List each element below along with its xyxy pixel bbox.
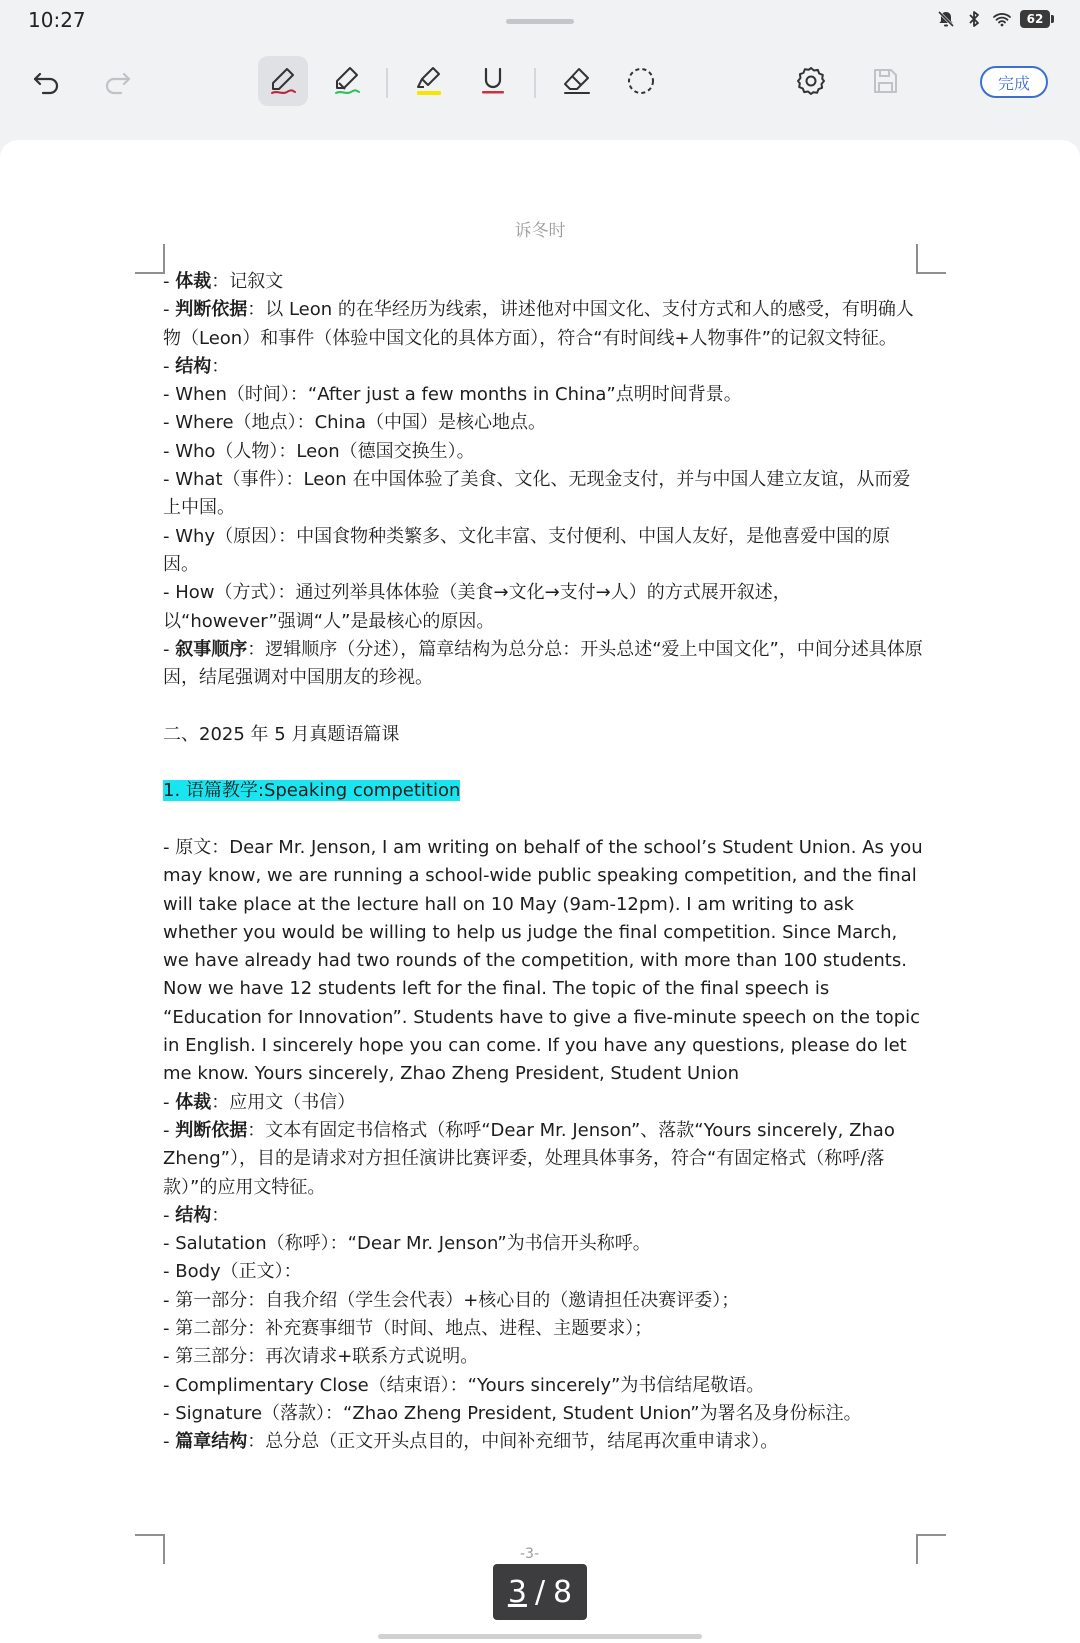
salutation-line: - Salutation（称呼）：“Dear Mr. Jenson”为书信开头称呼。 (163, 1233, 651, 1255)
section-heading: 二、2025 年 5 月真题语篇课 (163, 723, 400, 745)
undo-icon (30, 64, 64, 98)
close-line: - Complimentary Close（结束语）：“Yours sincerely”为书信结尾敬语。 (163, 1374, 765, 1396)
pen-icon (266, 64, 300, 98)
pen-tool-button[interactable] (258, 56, 308, 106)
battery-indicator (1020, 10, 1050, 28)
lasso-icon (624, 64, 658, 98)
structure-line: - 结构： (163, 355, 230, 377)
redo-button[interactable] (92, 56, 142, 106)
page-footer-number: -3- (520, 1546, 540, 1562)
total-pages: 8 (553, 1574, 573, 1610)
underline-tool-button[interactable] (468, 56, 518, 106)
status-bar (0, 0, 1080, 44)
lasso-select-button[interactable] (616, 56, 666, 106)
highlighter-tool-button[interactable] (404, 56, 454, 106)
done-button[interactable]: 完成 (980, 66, 1048, 98)
part3-line: - 第三部分：再次请求+联系方式说明。 (163, 1346, 479, 1368)
basis-line: - 判断依据：文本有固定书信格式（称呼“Dear Mr. Jenson”、落款“Yours sincerely, Zhao Zheng”），目的是请求对方担任演讲比赛评委，处理具体事务，符合“有固定格式（称呼/落款）”的应用文特征。 (163, 1119, 895, 1198)
crop-mark-bottom-right (916, 1534, 946, 1564)
mute-bell-icon (936, 9, 956, 29)
structure-line: - 结构： (163, 1204, 230, 1226)
document-header: 诉冬时 (514, 221, 566, 241)
genre-line: - 体裁：记叙文 (163, 271, 284, 292)
annotation-toolbar (0, 44, 1080, 140)
toolbar-divider (386, 68, 388, 98)
highlighted-item (163, 777, 923, 805)
basis-line: - 判断依据：以 Leon 的在华经历为线索，讲述他对中国文化、支付方式和人的感受，有明确人物（Leon）和事件（体验中国文化的具体方面），符合“有时间线+人物事件”的记叙文特征。 (163, 299, 914, 349)
eraser-icon (560, 64, 594, 98)
discourse-structure-line: - 篇章结构：总分总（正文开头点目的，中间补充细节，结尾再次重申请求）。 (163, 1431, 779, 1453)
how-line: - How（方式）：通过列举具体体验（美食→文化→支付→人）的方式展开叙述，以“however”强调“人”是最核心的原因。 (163, 582, 791, 632)
document-page[interactable] (0, 140, 1080, 1643)
undo-button[interactable] (22, 56, 72, 106)
wifi-icon (992, 9, 1012, 29)
save-icon (868, 64, 902, 98)
window-handle[interactable] (506, 19, 574, 24)
crop-mark-bottom-left (135, 1534, 165, 1564)
bluetooth-icon (964, 9, 984, 29)
crop-mark-top-left (135, 244, 165, 274)
what-line: - What（事件）：Leon 在中国体验了美食、文化、无现金支付，并与中国人建立友谊，从而爱上中国。 (163, 469, 911, 519)
redo-icon (100, 64, 134, 98)
part2-line: - 第二部分：补充赛事细节（时间、地点、进程、主题要求）； (163, 1317, 653, 1339)
body-line: - Body（正文）： (163, 1261, 302, 1283)
settings-button[interactable] (786, 56, 836, 106)
part1-line: - 第一部分：自我介绍（学生会代表）+核心目的（邀请担任决赛评委）； (163, 1289, 740, 1311)
document-body (163, 268, 923, 1456)
toolbar-divider (534, 68, 536, 98)
page-separator: / (534, 1574, 546, 1610)
page-indicator[interactable] (493, 1564, 587, 1620)
pencil-icon (330, 64, 364, 98)
status-time: 10:27 (28, 8, 86, 32)
why-line: - Why（原因）：中国食物种类繁多、文化丰富、支付便利、中国人友好，是他喜爱中国的原因。 (163, 525, 891, 575)
current-page: 3 (507, 1574, 527, 1610)
status-icons (936, 9, 1050, 29)
gear-icon (794, 64, 828, 98)
original-text: - 原文：Dear Mr. Jenson, I am writing on behalf of the school’s Student Union. As you may know, we are running a school-wide public speaking competition, and the final will take place at the lecture hall on 10 May (9am-12pm). I am writing to ask whether you would be willing to help us judge the final competition. Since March, we have already had two rounds of the competition, with more than 100 students. Now we have 12 students left for the final. The topic of the final speech is “Education for Innovation”. Students have to give a five-minute speech on the topic in English. I sincerely hope you can come. If you have any questions, please do let me know. Yours sincerely, Zhao Zheng President, Student Union (163, 836, 923, 1085)
eraser-tool-button[interactable] (552, 56, 602, 106)
pencil-tool-button[interactable] (322, 56, 372, 106)
who-line: - Who（人物）：Leon（德国交换生）。 (163, 440, 475, 462)
home-indicator[interactable] (378, 1634, 702, 1639)
when-line: - When（时间）：“After just a few months in China”点明时间背景。 (163, 384, 742, 406)
underline-icon (476, 64, 510, 98)
highlight-mark[interactable]: 1. 语篇教学:Speaking competition (163, 780, 461, 802)
battery-level: 62 (1026, 12, 1044, 26)
highlighter-icon (412, 64, 446, 98)
genre-line: - 体裁：应用文（书信） (163, 1091, 356, 1113)
where-line: - Where（地点）：China（中国）是核心地点。 (163, 412, 546, 434)
narrative-order-line: - 叙事顺序：逻辑顺序（分述），篇章结构为总分总：开头总述“爱上中国文化”，中间分述具体原因，结尾强调对中国朋友的珍视。 (163, 638, 923, 689)
save-button[interactable] (860, 56, 910, 106)
signature-line: - Signature（落款）：“Zhao Zheng President, Student Union”为署名及身份标注。 (163, 1402, 862, 1424)
